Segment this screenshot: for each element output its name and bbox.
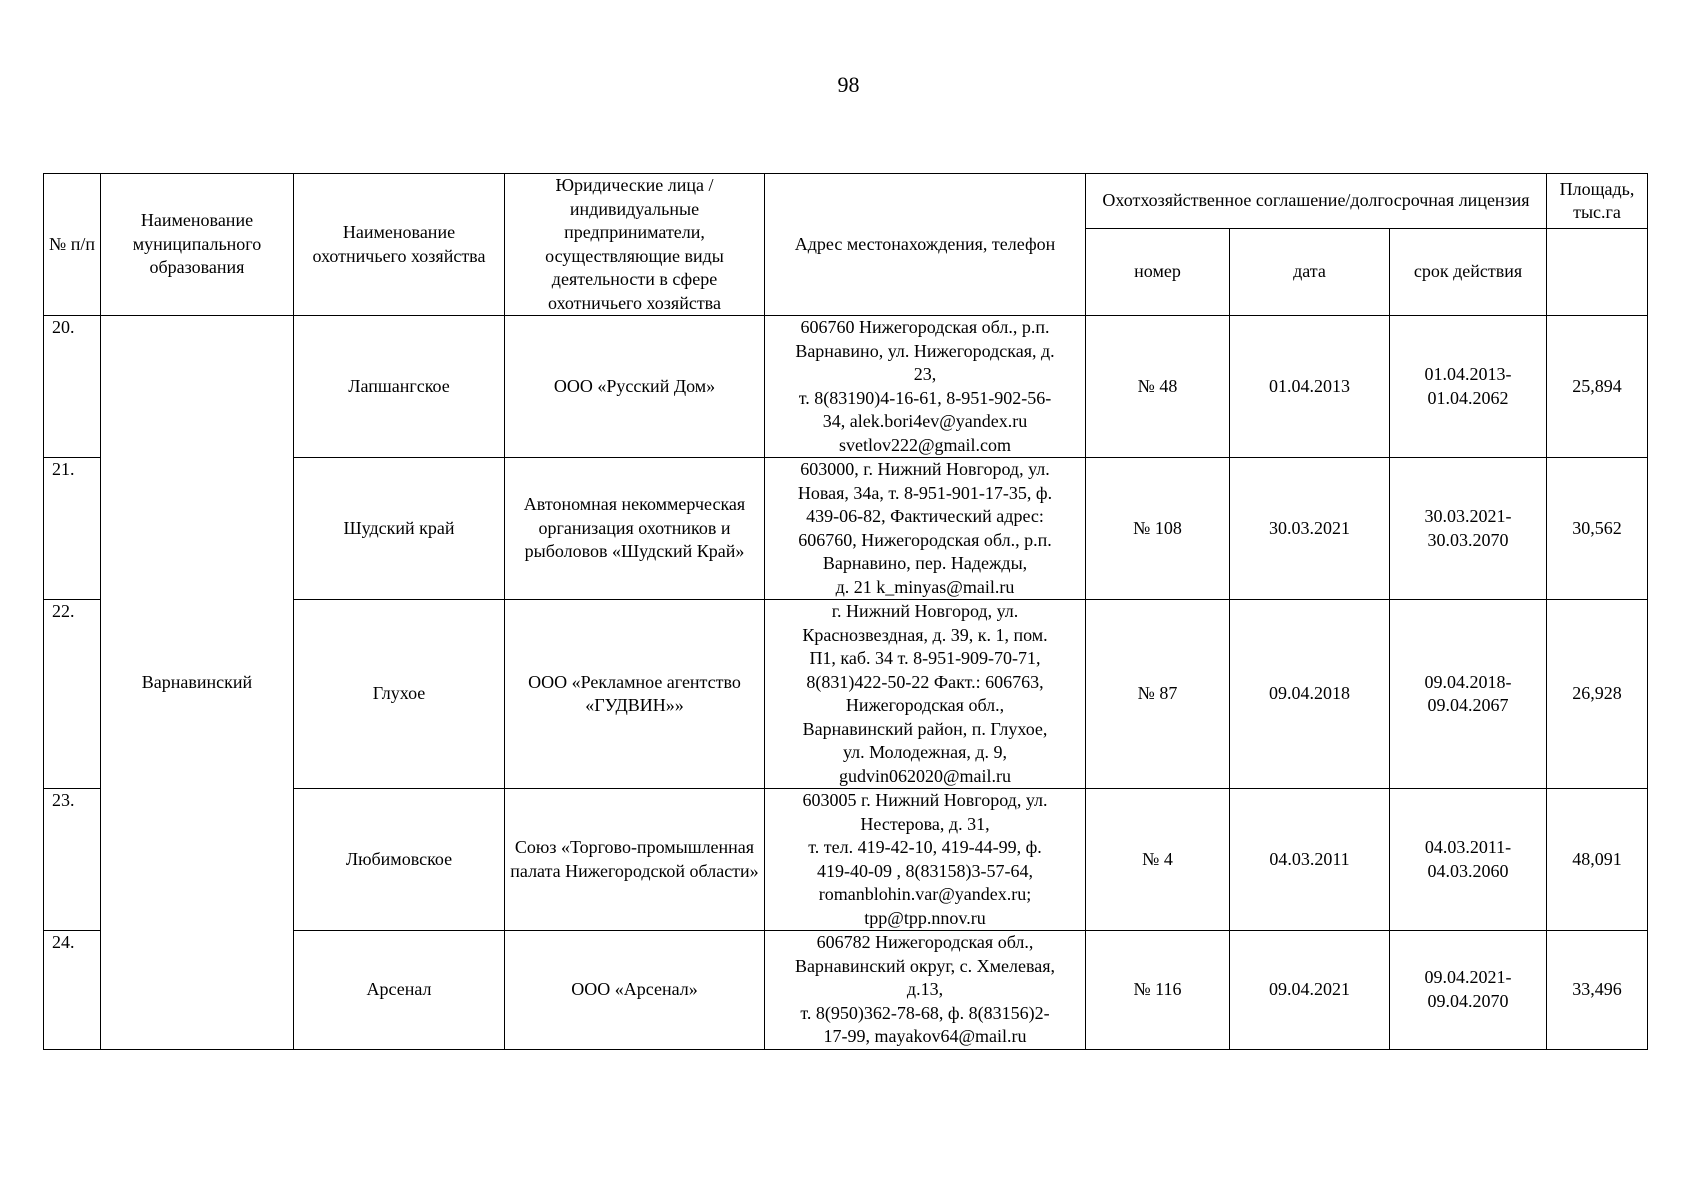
agreement-date: 30.03.2021: [1230, 458, 1390, 600]
agreement-date: 01.04.2013: [1230, 316, 1390, 458]
header-municipality: Наименование муниципального образования: [101, 174, 294, 316]
header-area: Площадь, тыс.га: [1547, 174, 1648, 229]
agreement-number: № 116: [1086, 931, 1230, 1050]
header-hunting-farm: Наименование охотничьего хозяйства: [294, 174, 505, 316]
legal-entity: ООО «Рекламное агентство «ГУДВИН»»: [505, 600, 765, 789]
agreement-date: 04.03.2011: [1230, 789, 1390, 931]
row-number: 22.: [44, 600, 101, 789]
page-number: 98: [837, 72, 860, 97]
header-legal-entity: Юридические лица / индивидуальные предприниматели, осуществляющие виды деятельности в сфере охотничьего хозяйства: [505, 174, 765, 316]
agreement-number: № 87: [1086, 600, 1230, 789]
municipality-cell: Варнавинский: [101, 316, 294, 1050]
area-value: 26,928: [1547, 600, 1648, 789]
agreement-number: № 4: [1086, 789, 1230, 931]
agreement-date: 09.04.2018: [1230, 600, 1390, 789]
address: г. Нижний Новгород, ул. Краснозвездная, д. 39, к. 1, пом. П1, каб. 34 т. 8-951-909-70-71, 8(831)422-50-22 Факт.: 606763, Нижегородская обл., Варнавинский район, п. Глухое, ул. Молодежная, д. 9, gudvin062020@mail.ru: [765, 600, 1086, 789]
header-address: Адрес местонахождения, телефон: [765, 174, 1086, 316]
row-number: 20.: [44, 316, 101, 458]
area-value: 33,496: [1547, 931, 1648, 1050]
address: 603000, г. Нижний Новгород, ул. Новая, 34а, т. 8-951-901-17-35, ф. 439-06-82, Фактический адрес: 606760, Нижегородская обл., р.п. Варнавино, пер. Надежды, д. 21 k_minyas@mail.ru: [765, 458, 1086, 600]
farm-name: Любимовское: [294, 789, 505, 931]
header-area-empty: [1547, 229, 1648, 316]
agreement-term: 09.04.2018- 09.04.2067: [1390, 600, 1547, 789]
farm-name: Шудский край: [294, 458, 505, 600]
table-row: [44, 316, 1648, 458]
row-number: 24.: [44, 931, 101, 1050]
agreement-date: 09.04.2021: [1230, 931, 1390, 1050]
area-value: 48,091: [1547, 789, 1648, 931]
area-value: 30,562: [1547, 458, 1648, 600]
area-value: 25,894: [1547, 316, 1648, 458]
address: 606760 Нижегородская обл., р.п. Варнавино, ул. Нижегородская, д. 23, т. 8(83190)4-16-61, 8-951-902-56- 34, alek.bori4ev@yandex.ru svetlov222@gmail.com: [765, 316, 1086, 458]
farm-name: Глухое: [294, 600, 505, 789]
legal-entity: ООО «Русский Дом»: [505, 316, 765, 458]
hunting-farms-table: [43, 173, 1648, 1050]
agreement-term: 09.04.2021- 09.04.2070: [1390, 931, 1547, 1050]
address: 603005 г. Нижний Новгород, ул. Нестерова, д. 31, т. тел. 419-42-10, 419-44-99, ф. 419-40-09 , 8(83158)3-57-64, romanblohin.var@yandex.ru; tpp@tpp.nnov.ru: [765, 789, 1086, 931]
agreement-term: 04.03.2011- 04.03.2060: [1390, 789, 1547, 931]
address: 606782 Нижегородская обл., Варнавинский округ, с. Хмелевая, д.13, т. 8(950)362-78-68, ф. 8(83156)2- 17-99, mayakov64@mail.ru: [765, 931, 1086, 1050]
row-number: 21.: [44, 458, 101, 600]
farm-name: Лапшангское: [294, 316, 505, 458]
header-term: срок действия: [1390, 229, 1547, 316]
agreement-term: 01.04.2013- 01.04.2062: [1390, 316, 1547, 458]
legal-entity: Союз «Торгово-промышленная палата Нижегородской области»: [505, 789, 765, 931]
header-agreement: Охотхозяйственное соглашение/долгосрочная лицензия: [1086, 174, 1547, 229]
legal-entity: Автономная некоммерческая организация охотников и рыболовов «Шудский Край»: [505, 458, 765, 600]
farm-name: Арсенал: [294, 931, 505, 1050]
agreement-number: № 108: [1086, 458, 1230, 600]
header-number: номер: [1086, 229, 1230, 316]
legal-entity: ООО «Арсенал»: [505, 931, 765, 1050]
header-num: № п/п: [44, 174, 101, 316]
agreement-number: № 48: [1086, 316, 1230, 458]
agreement-term: 30.03.2021- 30.03.2070: [1390, 458, 1547, 600]
header-date: дата: [1230, 229, 1390, 316]
row-number: 23.: [44, 789, 101, 931]
